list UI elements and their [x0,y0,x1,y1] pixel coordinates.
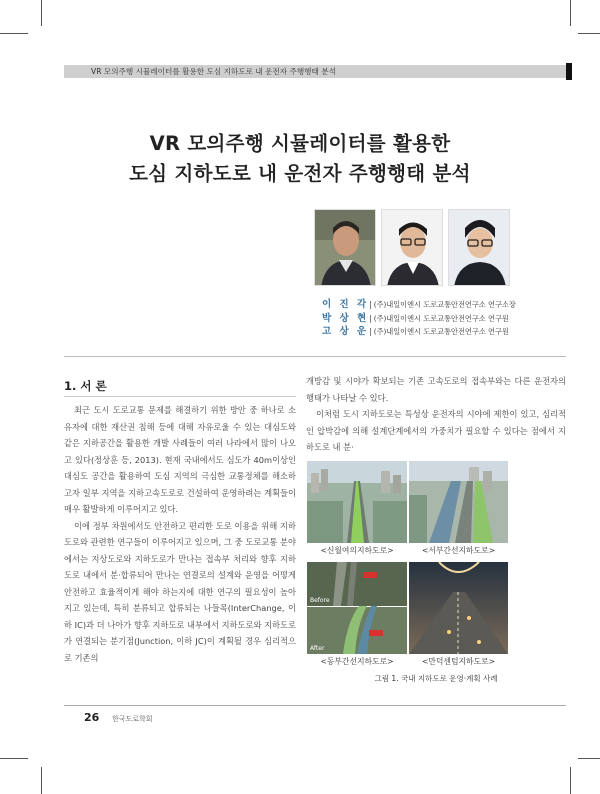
figure-image-mandeok [409,562,508,654]
section-heading: 1. 서 론 [64,379,107,393]
author-entry [322,323,572,337]
crop-mark [0,758,28,759]
body-paragraph: 개방감 및 시야가 확보되는 기존 고속도로의 접속부와는 다른 운전자의 행태가 나타날 수 있다. [306,376,566,403]
author-entry [322,296,572,310]
title-line-2: 도심 지하도로 내 운전자 주행행태 분석 [129,162,471,185]
author-affiliation: (주)내일이엔시 도로교통안전연구소 연구소장 [373,300,516,309]
running-head-bar [566,63,572,80]
author-separator: | [369,313,372,323]
author-affiliation: (주)내일이엔시 도로교통안전연구소 연구원 [373,327,509,336]
figure-caption-seobu: <서부간선지하도로> [421,546,496,555]
title-line-1: VR 모의주행 시뮬레이터를 활용한 [149,132,451,155]
figure-caption-sinwol: <신월여의지하도로> [320,546,394,555]
crop-mark [0,33,28,34]
author-name: 박 상 현 [322,312,369,324]
running-head: VR 모의주행 시뮬레이터를 활용한 도심 지하도로 내 운전자 주행행태 분석 [64,65,566,78]
author-separator: | [369,327,372,336]
author-photo [381,209,443,286]
figure-image-seobu [409,461,508,543]
header-divider [64,356,566,357]
crop-mark [578,33,600,34]
figure-caption-dongbu: <동부간선지하도로> [320,657,394,666]
before-label: Before [310,597,330,604]
footer-divider [64,705,566,706]
crop-mark [41,767,42,794]
publisher-name: 한국도로학회 [112,715,153,723]
crop-mark [41,0,42,26]
body-paragraph: 이처럼 도시 지하도로는 특성상 운전자의 시야에 제한이 있고, 심리적인 압박감에 의해 설계단계에서의 가중치가 필요할 수 있다는 점에서 지하도로 내 분· [306,409,566,452]
author-photo [314,209,376,286]
figure-image-sinwol [307,461,407,543]
after-label: After [310,645,325,652]
author-photo [448,209,510,286]
crop-mark [570,0,571,26]
author-name: 이 진 각 [322,299,369,310]
body-column-left [64,402,296,666]
section-heading-rule [64,396,296,397]
crop-mark [578,758,600,759]
body-paragraph: 이에 정부 차원에서도 안전하고 편리한 도로 이용을 위해 지하도로와 관련한 연구들이 이루어지고 있으며, 그 중 도로교통 분야에서는 지상도로와 지하도로가 만나는 접속부 처리와 향후 지하도로 내에서 분·합류되어 만나는 연결로의 설계와 운영을 어떻게 안전하고 효율적이게 해야 하는지에 대한 연구의 필요성이 높아지고 있는데, 특히 분류되고 합류되는 나들목(InterChange, 이하 IC)과 더 나아가 향후 지하도로 내부에서 지하도로와 지하도로가 연결되는 분기점(Junction, 이하 JC)이 계획될 경우 심리적으로 기존의 [64,520,296,663]
author-name: 고 상 운 [322,326,369,337]
figure-image-dongbu [307,562,407,654]
crop-mark [570,767,571,794]
author-list [322,296,572,337]
author-separator: | [369,300,372,309]
page-number: 26 [84,711,100,724]
body-paragraph: 최근 도시 도로교통 문제를 해결하기 위한 방안 중 하나로 소유자에 대한 재산권 침해 등에 대해 자유로울 수 있는 대심도와 같은 지하공간을 활용한 개발 사례들이 여러 나라에서 많이 나오고 있다(정상훈 등, 2013). 현재 국내에서도 심도가 40m이상인 대심도 공간을 활용하여 도심 지역의 극심한 교통정체를 해소하고자 일부 지역을 지하고속도로로 건설하여 운영하려는 계획들이 매우 활발하게 이루어지고 있다. [64,405,296,514]
figure-title: 그림 1. 국내 지하도로 운영·계획 사례 [374,674,498,683]
figure-caption-mandeok: <만덕센텀지하도로> [421,657,496,666]
author-affiliation: (주)내일이엔시 도로교통안전연구소 연구원 [373,313,509,323]
author-entry [322,310,572,324]
body-column-right [306,373,566,456]
